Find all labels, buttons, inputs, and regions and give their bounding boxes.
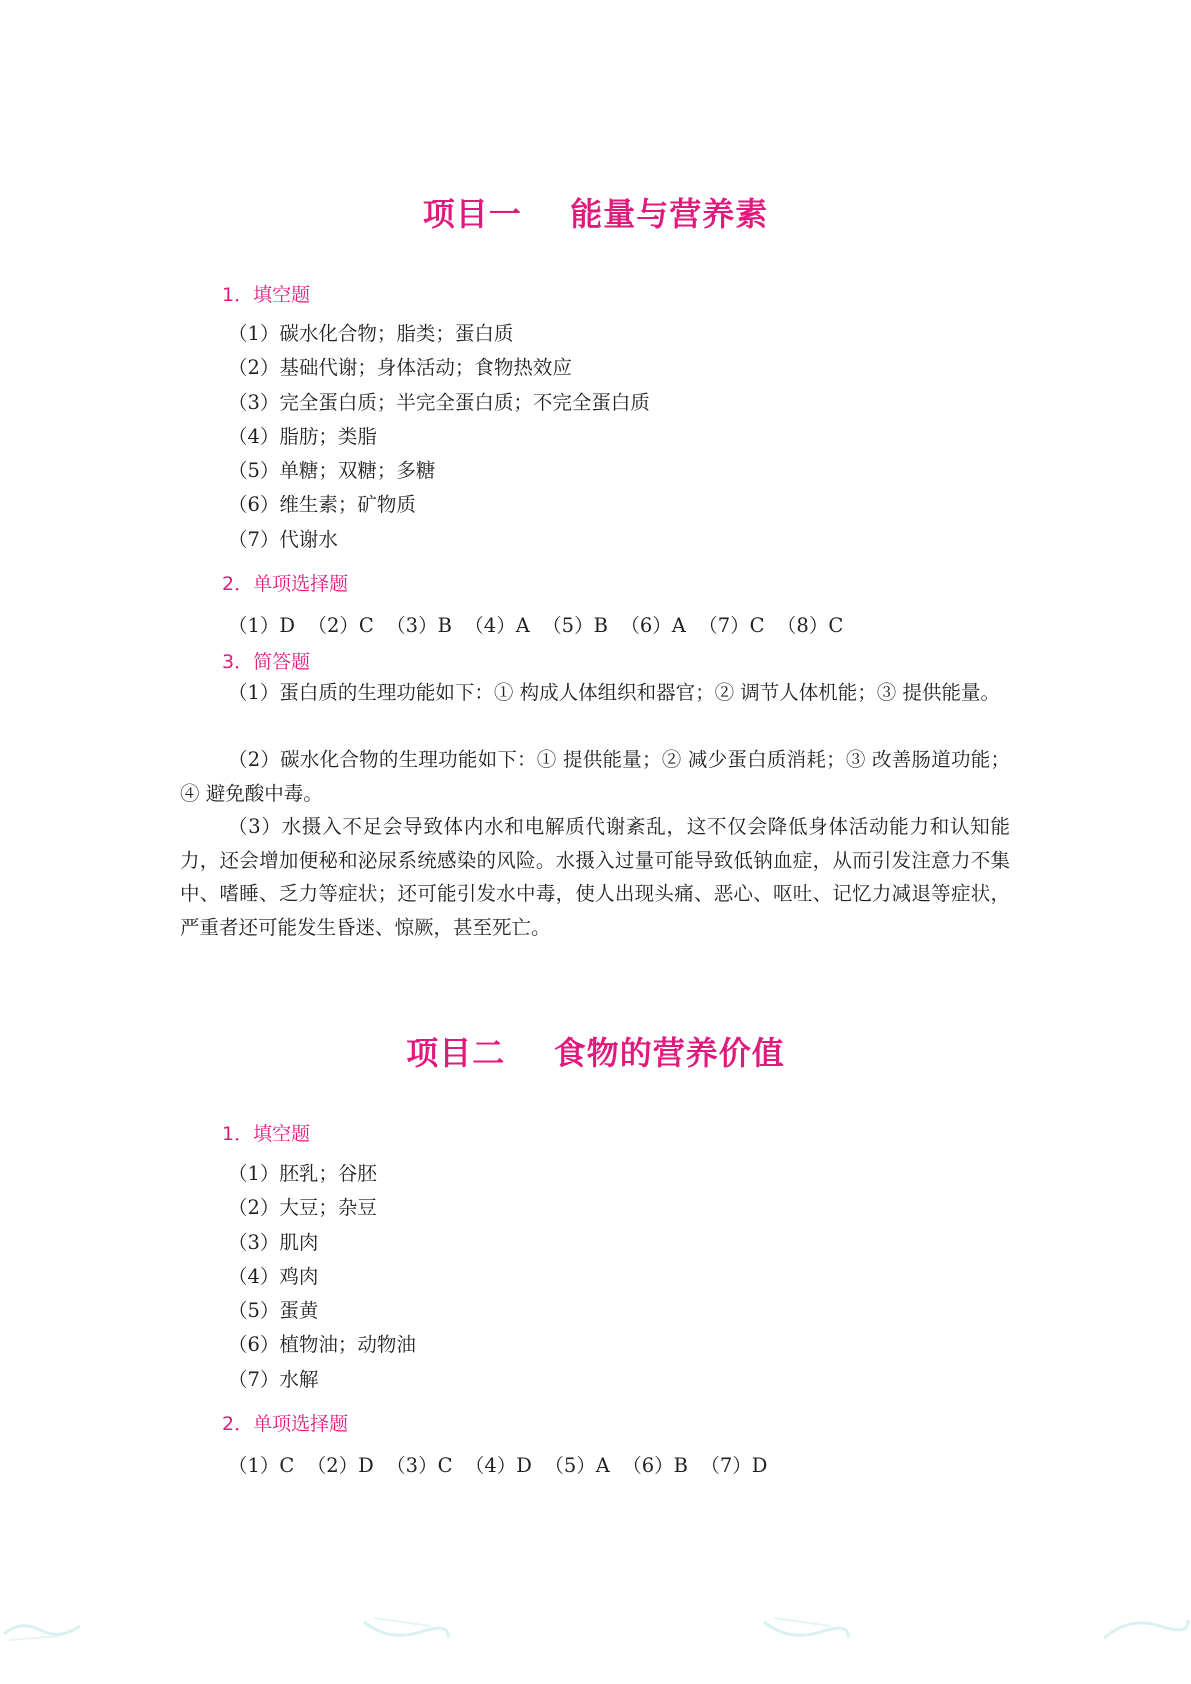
- list-item: （3）肌肉: [228, 1230, 319, 1254]
- project-two-single-choice-answers: （1）C （2）D （3）C （4）D （5）A （6）B （7）D: [228, 1454, 768, 1477]
- short-answer-paragraph-2: （2）碳水化合物的生理功能如下：① 提供能量；② 减少蛋白质消耗；③ 改善肠道功能；④ 避免酸中毒。: [180, 748, 1010, 805]
- project-one-single-choice-heading: 2．单项选择题: [222, 573, 349, 595]
- list-item: （2）大豆；杂豆: [228, 1196, 377, 1220]
- list-item: （4）脂肪；类脂: [228, 424, 377, 448]
- watermark-logo: [0, 1612, 90, 1646]
- project-one-title: 项目一 能量与营养素: [422, 195, 769, 233]
- watermark-logo: [360, 1612, 450, 1646]
- list-item: （2）基础代谢；身体活动；食物热效应: [228, 356, 572, 380]
- watermark-logo: [760, 1612, 850, 1646]
- list-item: （7）水解: [228, 1367, 319, 1391]
- list-item: （3）完全蛋白质；半完全蛋白质；不完全蛋白质: [228, 390, 650, 414]
- project-one-single-choice-answers: （1）D （2）C （3）B （4）A （5）B （6）A （7）C （8）C: [228, 614, 844, 637]
- project-two-fill-in-list: [228, 1157, 416, 1397]
- list-item: （5）蛋黄: [228, 1299, 319, 1323]
- list-item: （6）植物油；动物油: [228, 1333, 416, 1357]
- list-item: （5）单糖；双糖；多糖: [228, 459, 436, 483]
- list-item: （1）胚乳；谷胚: [228, 1162, 377, 1185]
- watermark-logo: [1100, 1612, 1190, 1646]
- project-one-fill-in-list: [228, 317, 650, 557]
- list-item: （1）碳水化合物；脂类；蛋白质: [228, 322, 514, 345]
- list-item: （4）鸡肉: [228, 1264, 319, 1288]
- project-two-title: 项目二 食物的营养价值: [406, 1034, 785, 1072]
- project-one-fill-in-heading: 1．填空题: [222, 284, 311, 306]
- short-answer-paragraph-3: （3）水摄入不足会导致体内水和电解质代谢紊乱，这不仅会降低身体活动能力和认知能力，还会增加便秘和泌尿系统感染的风险。水摄入过量可能导致低钠血症，从而引发注意力不集中、嗜睡、乏力等症状；还可能引发水中毒，使人出现头痛、恶心、呕吐、记忆力减退等症状，严重者还可能发生昏迷、惊厥，甚至死亡。: [180, 815, 1010, 939]
- short-answer-paragraph-1: （1）蛋白质的生理功能如下：① 构成人体组织和器官；② 调节人体机能；③ 提供能量。: [228, 681, 1001, 704]
- project-two-single-choice-heading: 2．单项选择题: [222, 1413, 349, 1435]
- list-item: （7）代谢水: [228, 527, 338, 551]
- project-one-short-answer-heading: 3．简答题: [222, 651, 311, 673]
- project-two-fill-in-heading: 1．填空题: [222, 1123, 311, 1145]
- list-item: （6）维生素；矿物质: [228, 493, 416, 517]
